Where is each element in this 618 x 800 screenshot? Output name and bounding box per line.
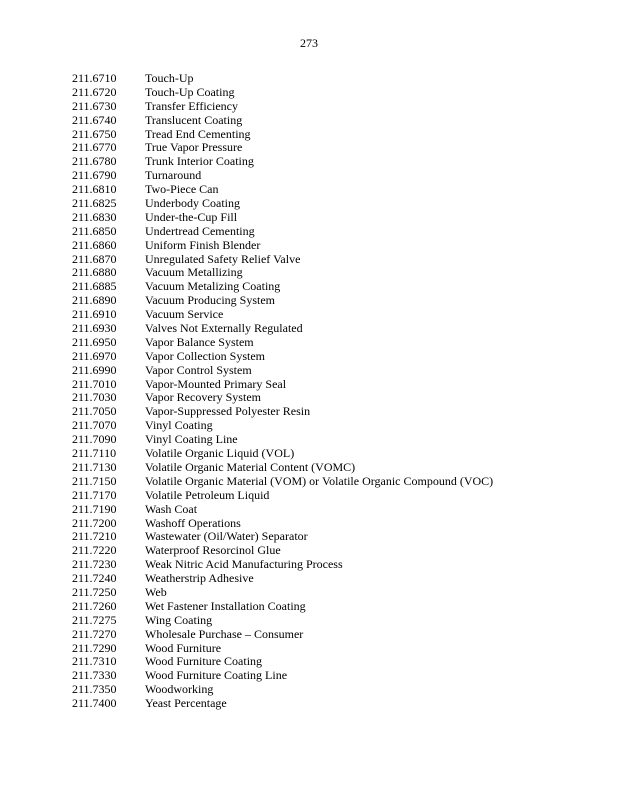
definition-term: Transfer Efficiency [145,98,238,113]
section-number: 211.7220 [72,543,117,558]
list-item [72,419,572,433]
definition-term: Volatile Organic Material Content (VOMC) [145,459,356,474]
list-item [72,86,572,100]
section-number: 211.7010 [72,376,117,391]
section-number: 211.7230 [72,557,117,572]
definition-term: Yeast Percentage [145,696,227,711]
list-item [72,128,572,142]
list-item [72,697,572,711]
section-number: 211.7270 [72,626,117,641]
list-item [72,350,572,364]
definition-term: True Vapor Pressure [145,140,243,155]
list-item [72,530,572,544]
definition-term: Uniform Finish Blender [145,237,261,252]
definition-term: Translucent Coating [145,112,243,127]
definition-term: Underbody Coating [145,196,240,211]
definition-term: Vacuum Service [145,307,224,322]
definition-term: Volatile Petroleum Liquid [145,487,270,502]
definition-term: Touch-Up [145,71,194,85]
list-item [72,600,572,614]
definition-term: Two-Piece Can [145,182,219,197]
definition-term: Wood Furniture Coating Line [145,668,288,683]
definition-term: Volatile Organic Material (VOM) or Volatile Organic Compound (VOC) [145,473,494,488]
list-item [72,558,572,572]
definition-term: Vapor Balance System [145,334,254,349]
list-item [72,211,572,225]
section-number: 211.6970 [72,348,117,363]
section-number: 211.6890 [72,293,117,308]
section-number: 211.6885 [72,279,117,294]
section-number: 211.6750 [72,126,117,141]
definition-term: Vacuum Producing System [145,293,275,308]
section-number: 211.7350 [72,682,117,697]
section-number: 211.6830 [72,209,117,224]
section-number: 211.6930 [72,321,117,336]
list-item [72,391,572,405]
section-number: 211.7110 [72,446,117,461]
section-number: 211.7210 [72,529,117,544]
definition-term: Vinyl Coating [145,418,213,433]
section-number: 211.6990 [72,362,117,377]
list-item [72,628,572,642]
section-number: 211.6910 [72,307,117,322]
list-item [72,655,572,669]
section-number: 211.6870 [72,251,117,266]
definition-term: Vacuum Metalizing Coating [145,279,281,294]
list-item [72,433,572,447]
list-item [72,280,572,294]
section-number: 211.6825 [72,196,117,211]
definition-term: Weak Nitric Acid Manufacturing Process [145,557,343,572]
section-number: 211.7170 [72,487,117,502]
section-number: 211.6810 [72,182,117,197]
definition-term: Wholesale Purchase – Consumer [145,626,304,641]
definition-term: Undertread Cementing [145,223,255,238]
definition-term: Volatile Organic Liquid (VOL) [145,446,295,461]
definition-term: Web [145,584,167,599]
section-number: 211.6710 [72,71,117,85]
list-item [72,517,572,531]
list-item [72,141,572,155]
section-number: 211.6880 [72,265,117,280]
section-number: 211.7240 [72,571,117,586]
list-item [72,100,572,114]
section-number: 211.7275 [72,612,117,627]
definitions-list [72,72,572,711]
list-item [72,72,572,86]
list-item [72,683,572,697]
definition-term: Vapor Recovery System [145,390,261,405]
definition-term: Wood Furniture [145,640,222,655]
list-item [72,294,572,308]
section-number: 211.7190 [72,501,117,516]
definition-term: Woodworking [145,682,214,697]
definition-term: Trunk Interior Coating [145,154,254,169]
section-number: 211.7090 [72,432,117,447]
section-number: 211.7030 [72,390,117,405]
definition-term: Wash Coat [145,501,198,516]
page-number: 273 [300,36,318,50]
list-item [72,378,572,392]
list-item [72,225,572,239]
list-item [72,614,572,628]
section-number: 211.6860 [72,237,117,252]
list-item [72,322,572,336]
section-number: 211.6770 [72,140,117,155]
section-number: 211.7130 [72,459,117,474]
section-number: 211.7400 [72,696,117,711]
section-number: 211.6790 [72,168,117,183]
definition-term: Vapor Control System [145,362,252,377]
section-number: 211.6730 [72,98,117,113]
definition-term: Vapor-Suppressed Polyester Resin [145,404,311,419]
definition-term: Tread End Cementing [145,126,251,141]
definition-term: Vacuum Metallizing [145,265,243,280]
list-item [72,572,572,586]
list-item [72,183,572,197]
list-item [72,169,572,183]
list-item [72,253,572,267]
list-item [72,669,572,683]
section-number: 211.7150 [72,473,117,488]
definition-term: Touch-Up Coating [145,84,235,99]
list-item [72,503,572,517]
section-number: 211.6720 [72,84,117,99]
section-number: 211.7290 [72,640,117,655]
list-item [72,489,572,503]
definition-term: Waterproof Resorcinol Glue [145,543,281,558]
definition-term: Valves Not Externally Regulated [145,321,303,336]
list-item [72,405,572,419]
section-number: 211.6780 [72,154,117,169]
list-item [72,308,572,322]
section-number: 211.7310 [72,654,117,669]
list-item [72,544,572,558]
list-item [72,336,572,350]
section-number: 211.7070 [72,418,117,433]
list-item [72,475,572,489]
definition-term: Washoff Operations [145,515,241,530]
definition-term: Vapor Collection System [145,348,265,363]
section-number: 211.7260 [72,598,117,613]
list-item [72,642,572,656]
definition-term: Wet Fastener Installation Coating [145,598,306,613]
list-item [72,197,572,211]
list-item [72,461,572,475]
list-item [72,586,572,600]
definition-term: Vapor-Mounted Primary Seal [145,376,287,391]
definition-term: Unregulated Safety Relief Valve [145,251,301,266]
section-number: 211.7250 [72,584,117,599]
definition-term: Vinyl Coating Line [145,432,238,447]
section-number: 211.7050 [72,404,117,419]
definition-term: Under-the-Cup Fill [145,209,238,224]
list-item [72,239,572,253]
section-number: 211.7330 [72,668,117,683]
list-item [72,266,572,280]
definition-term: Weatherstrip Adhesive [145,571,254,586]
section-number: 211.7200 [72,515,117,530]
list-item [72,155,572,169]
section-number: 211.6740 [72,112,117,127]
section-number: 211.6850 [72,223,117,238]
definition-term: Wood Furniture Coating [145,654,263,669]
list-item [72,364,572,378]
section-number: 211.6950 [72,334,117,349]
definition-term: Wastewater (Oil/Water) Separator [145,529,308,544]
definition-term: Wing Coating [145,612,213,627]
list-item [72,447,572,461]
definition-term: Turnaround [145,168,202,183]
list-item [72,114,572,128]
